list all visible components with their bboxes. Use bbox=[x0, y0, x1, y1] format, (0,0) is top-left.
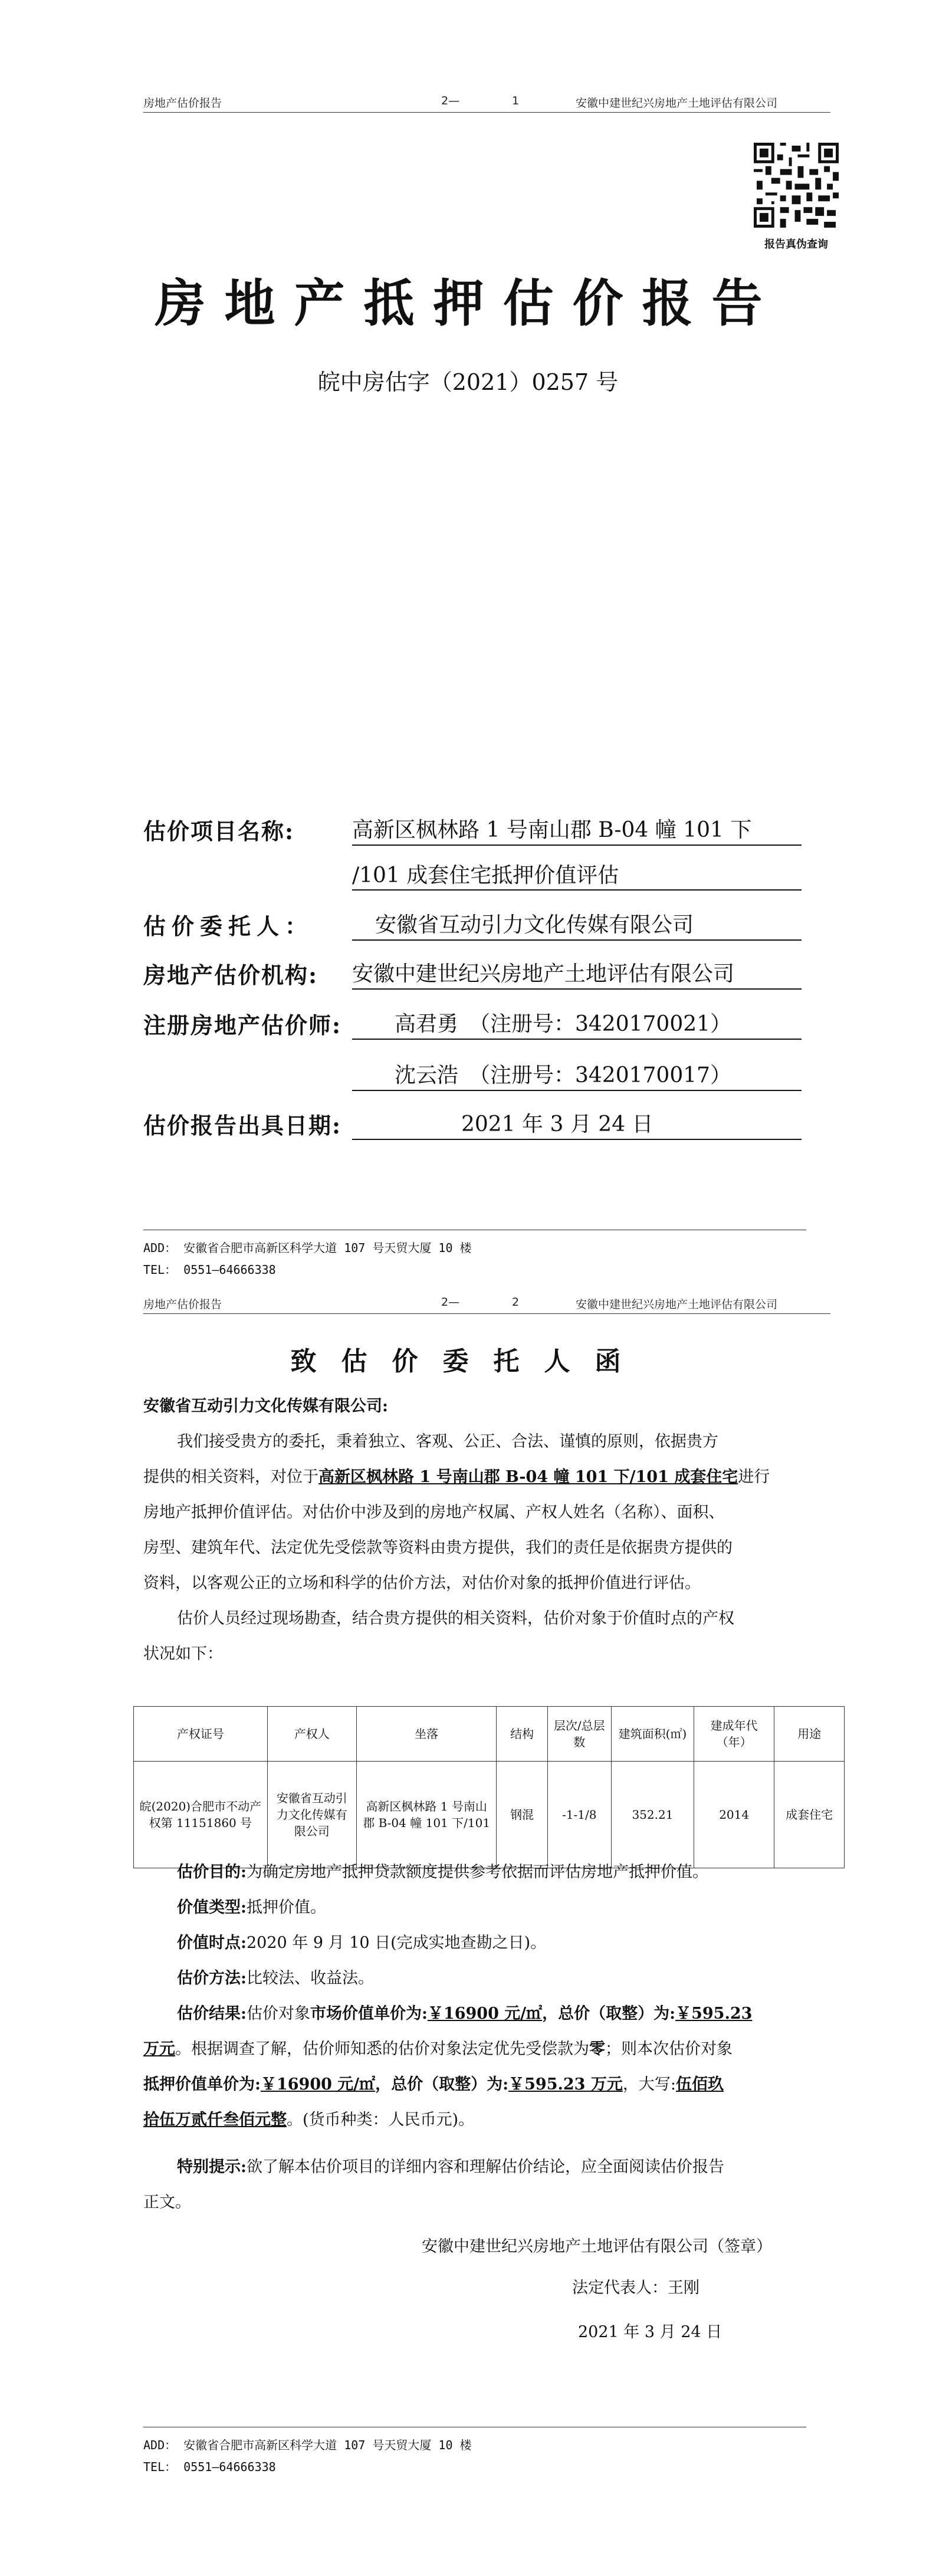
letter-p1-line1: 我们接受贵方的委托，秉着独立、客观、公正、合法、谨慎的原则，依据贵方 bbox=[177, 1432, 718, 1451]
date-label: 估价报告出具日期: bbox=[143, 1112, 342, 1139]
table-cell: 高新区枫林路 1 号南山郡 B-04 幢 101 下/101 bbox=[356, 1762, 497, 1868]
method-line: 估价方法:比较法、收益法。 bbox=[177, 1969, 374, 1987]
footer-address: ADD： 安徽省合肥市高新区科学大道 107 号天贸大厦 10 楼 bbox=[143, 1241, 472, 1255]
header-left: 房地产估价报告 bbox=[143, 97, 222, 110]
appraiser-1: 高君勇 （注册号：3420170021） bbox=[395, 1012, 732, 1036]
letter-salutation: 安徽省互动引力文化传媒有限公司: bbox=[143, 1397, 388, 1415]
letter-p1-line2: 提供的相关资料，对位于高新区枫林路 1 号南山郡 B-04 幢 101 下/101 成套住宅进行 bbox=[143, 1468, 770, 1486]
result-line-3: 抵押价值单价为:￥16900 元/㎡，总价（取整）为:￥595.23 万元，大写:伍佰玖 bbox=[143, 2075, 724, 2094]
table-cell: 成套住宅 bbox=[774, 1762, 845, 1868]
signature-company: 安徽中建世纪兴房地产土地评估有限公司（签章） bbox=[422, 2237, 772, 2256]
letter-p2-line1: 估价人员经过现场勘查，结合贵方提供的相关资料，估价对象于价值时点的产权 bbox=[177, 1609, 734, 1628]
appraiser-2: 沈云浩 （注册号：3420170017） bbox=[395, 1063, 732, 1087]
purpose-line: 估价目的:为确定房地产抵押贷款额度提供参考依据而评估房地产抵押价值。 bbox=[177, 1863, 708, 1881]
appraiser-underline-2 bbox=[352, 1090, 802, 1091]
header-page-no-p2: 2 bbox=[512, 1296, 520, 1309]
table-header-cell: 产权证号 bbox=[134, 1707, 268, 1762]
report-title: 房地产抵押估价报告 bbox=[155, 274, 781, 333]
header-rule-p2 bbox=[143, 1313, 830, 1314]
client-value: 安徽省互动引力文化传媒有限公司 bbox=[375, 913, 694, 937]
table-header-cell: 层次/总层数 bbox=[547, 1707, 611, 1762]
table-header-cell: 坐落 bbox=[356, 1707, 497, 1762]
letter-p1-line5: 资料，以客观公正的立场和科学的估价方法，对估价对象的抵押价值进行评估。 bbox=[143, 1574, 701, 1592]
qr-code-icon bbox=[754, 143, 839, 228]
header-company: 安徽中建世纪兴房地产土地评估有限公司 bbox=[576, 97, 778, 110]
result-line-2: 万元。根据调查了解，估价师知悉的估价对象法定优先受偿款为零；则本次估价对象 bbox=[143, 2040, 733, 2058]
project-name-value-1: 高新区枫林路 1 号南山郡 B-04 幢 101 下 bbox=[352, 818, 752, 842]
table-header-cell: 结构 bbox=[497, 1707, 547, 1762]
result-line-1: 估价结果:估价对象市场价值单价为:￥16900 元/㎡，总价（取整）为:￥595.23 bbox=[177, 2005, 753, 2023]
letter-p2-line2: 状况如下： bbox=[143, 1645, 223, 1663]
project-name-label: 估价项目名称: bbox=[143, 818, 295, 845]
date-value: 2021 年 3 月 24 日 bbox=[461, 1112, 653, 1136]
table-cell: 安徽省互动引力文化传媒有限公司 bbox=[267, 1762, 356, 1868]
letter-p1-line4: 房型、建筑年代、法定优先受偿款等资料由贵方提供，我们的责任是依据贵方提供的 bbox=[143, 1539, 733, 1557]
qr-caption: 报告真伪查询 bbox=[764, 238, 828, 251]
report-number: 皖中房估字（2021）0257 号 bbox=[317, 369, 619, 395]
table-header-row bbox=[134, 1707, 845, 1762]
header-page-prefix-p2: 2— bbox=[441, 1296, 460, 1309]
signature-date: 2021 年 3 月 24 日 bbox=[578, 2323, 722, 2341]
footer-address-p2: ADD： 安徽省合肥市高新区科学大道 107 号天贸大厦 10 楼 bbox=[143, 2438, 472, 2452]
table-header-cell: 产权人 bbox=[267, 1707, 356, 1762]
table-cell: 皖(2020)合肥市不动产权第 11151860 号 bbox=[134, 1762, 268, 1868]
client-label: 估价委托人： bbox=[143, 913, 314, 939]
client-underline bbox=[352, 939, 802, 941]
tip-line-1: 特别提示:欲了解本估价项目的详细内容和理解估价结论，应全面阅读估价报告 bbox=[177, 2158, 724, 2176]
value-time-line: 价值时点:2020 年 9 月 10 日(完成实地查勘之日)。 bbox=[177, 1934, 547, 1952]
header-page-no: 1 bbox=[512, 94, 520, 107]
table-header-cell: 用途 bbox=[774, 1707, 845, 1762]
appraiser-underline-1 bbox=[352, 1039, 802, 1040]
header-page-prefix: 2— bbox=[441, 94, 460, 107]
date-underline bbox=[352, 1139, 802, 1140]
project-underline-2 bbox=[352, 889, 802, 891]
footer-tel: TEL： 0551—64666338 bbox=[143, 1263, 276, 1277]
table-cell: 352.21 bbox=[611, 1762, 694, 1868]
table-cell: 钢混 bbox=[497, 1762, 547, 1868]
agency-underline bbox=[352, 988, 802, 990]
header-left-p2: 房地产估价报告 bbox=[143, 1298, 222, 1311]
value-type-line: 价值类型:抵押价值。 bbox=[177, 1898, 326, 1917]
result-line-4: 拾伍万贰仟叁佰元整。(货币种类：人民币元)。 bbox=[143, 2111, 475, 2129]
header-company-p2: 安徽中建世纪兴房地产土地评估有限公司 bbox=[576, 1298, 778, 1311]
header-rule bbox=[143, 112, 830, 113]
property-table bbox=[133, 1706, 845, 1868]
tip-line-2: 正文。 bbox=[143, 2193, 191, 2212]
letter-p1-line3: 房地产抵押价值评估。对估价中涉及到的房地产权属、产权人姓名（名称）、面积、 bbox=[143, 1503, 725, 1522]
letter-title: 致估价委托人函 bbox=[290, 1346, 646, 1376]
table-cell: -1-1/8 bbox=[547, 1762, 611, 1868]
appraiser-label: 注册房地产估价师: bbox=[143, 1012, 342, 1039]
signature-representative: 法定代表人：王刚 bbox=[572, 2279, 699, 2297]
table-row bbox=[134, 1762, 845, 1868]
agency-label: 房地产估价机构: bbox=[143, 962, 318, 988]
table-cell: 2014 bbox=[694, 1762, 774, 1868]
footer-tel-p2: TEL： 0551—64666338 bbox=[143, 2460, 276, 2474]
project-name-value-2: /101 成套住宅抵押价值评估 bbox=[352, 863, 619, 888]
table-header-cell: 建成年代（年） bbox=[694, 1707, 774, 1762]
table-header-cell: 建筑面积(㎡) bbox=[611, 1707, 694, 1762]
agency-value: 安徽中建世纪兴房地产土地评估有限公司 bbox=[352, 962, 735, 986]
project-underline-1 bbox=[352, 845, 802, 846]
